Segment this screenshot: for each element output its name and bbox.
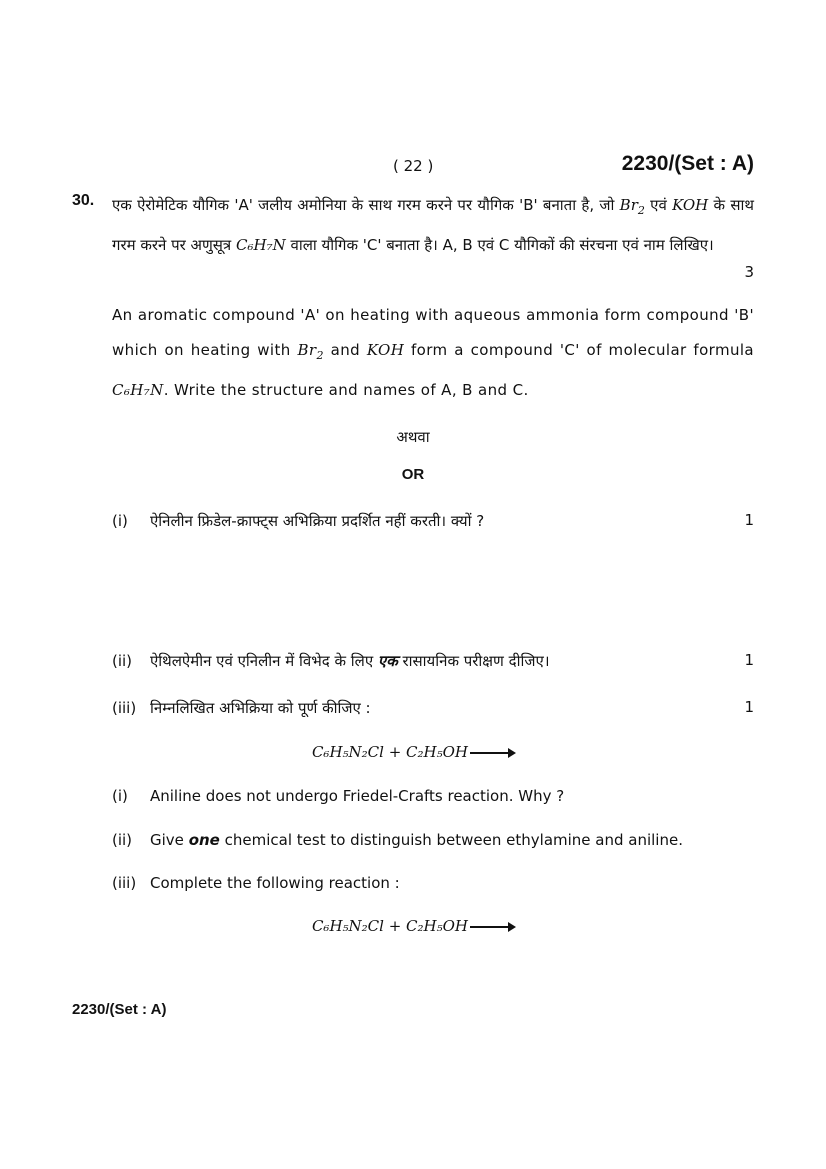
reaction-arrow-icon <box>470 926 514 928</box>
reaction-equation-2: C₆H₅N₂Cl + C₂H₅OH <box>0 917 826 935</box>
reaction-equation-1: C₆H₅N₂Cl + C₂H₅OH <box>0 743 826 761</box>
sub-question-en-3: (iii) Complete the following reaction : <box>112 874 400 892</box>
english-text-3: form a compound 'C' of molecular formula <box>410 341 755 359</box>
question-number: 30. <box>72 192 95 209</box>
emphasis: एक <box>377 652 398 670</box>
or-hindi: अथवा <box>396 428 430 446</box>
sub-question-en-1: (i) Aniline does not undergo Friedel-Crafts reaction. Why ? <box>112 787 565 805</box>
formula-br2: $Br_2$ <box>619 196 645 217</box>
english-text-1: An aromatic compound 'A' on heating with aqueous ammonia form compound 'B' which on heating with <box>112 306 754 359</box>
reaction-arrow-icon <box>470 752 514 754</box>
marks-q30: 3 <box>744 263 754 281</box>
marks: 1 <box>744 511 754 529</box>
or-english: OR <box>401 466 425 483</box>
emphasis: one <box>188 831 220 849</box>
hindi-text-1: एक ऐरोमेटिक यौगिक 'A' जलीय अमोनिया के साथ गरम करने पर यौगिक 'B' बनाता है, जो <box>112 196 615 214</box>
marks: 1 <box>744 651 754 669</box>
english-text-2: and <box>330 341 361 359</box>
question-english <box>112 298 754 408</box>
hindi-text-4: वाला यौगिक 'C' बनाता है। A, B एवं C यौगिकों की संरचना एवं नाम लिखिए। <box>290 236 714 254</box>
page-number: ( 22 ) <box>393 157 434 175</box>
formula-koh-en: KOH <box>366 341 405 359</box>
formula-br2-en: $Br_2$ <box>297 341 324 362</box>
sub-question-hi-2: (ii) ऐथिलऐमीन एवं एनिलीन में विभेद के लिए एक रासायनिक परीक्षण दीजिए। 1 <box>112 651 754 670</box>
formula-koh: KOH <box>672 196 709 214</box>
sub-question-hi-3: (iii) निम्नलिखित अभिक्रिया को पूर्ण कीजिए : 1 <box>112 698 754 717</box>
question-hindi <box>112 188 754 263</box>
formula-c6h7n-en: C₆H₇N <box>112 381 164 399</box>
sub-question-en-2: (ii) Give one chemical test to distinguish between ethylamine and aniline. <box>112 831 683 849</box>
sub-question-hi-1: (i) ऐनिलीन फ्रिडेल-क्राफ्ट्स अभिक्रिया प्रदर्शित नहीं करती। क्यों ? 1 <box>112 511 754 530</box>
set-label-footer: 2230/(Set : A) <box>72 1001 167 1018</box>
hindi-text-2: एवं <box>650 196 667 214</box>
hindi-text-3: के साथ गरम करने पर अणुसूत्र <box>112 196 754 254</box>
set-label-header: 2230/(Set : A) <box>621 152 754 175</box>
english-text-4: . Write the structure and names of A, B and C. <box>163 381 529 399</box>
marks: 1 <box>744 698 754 716</box>
formula-c6h7n: C₆H₇N <box>236 236 286 254</box>
